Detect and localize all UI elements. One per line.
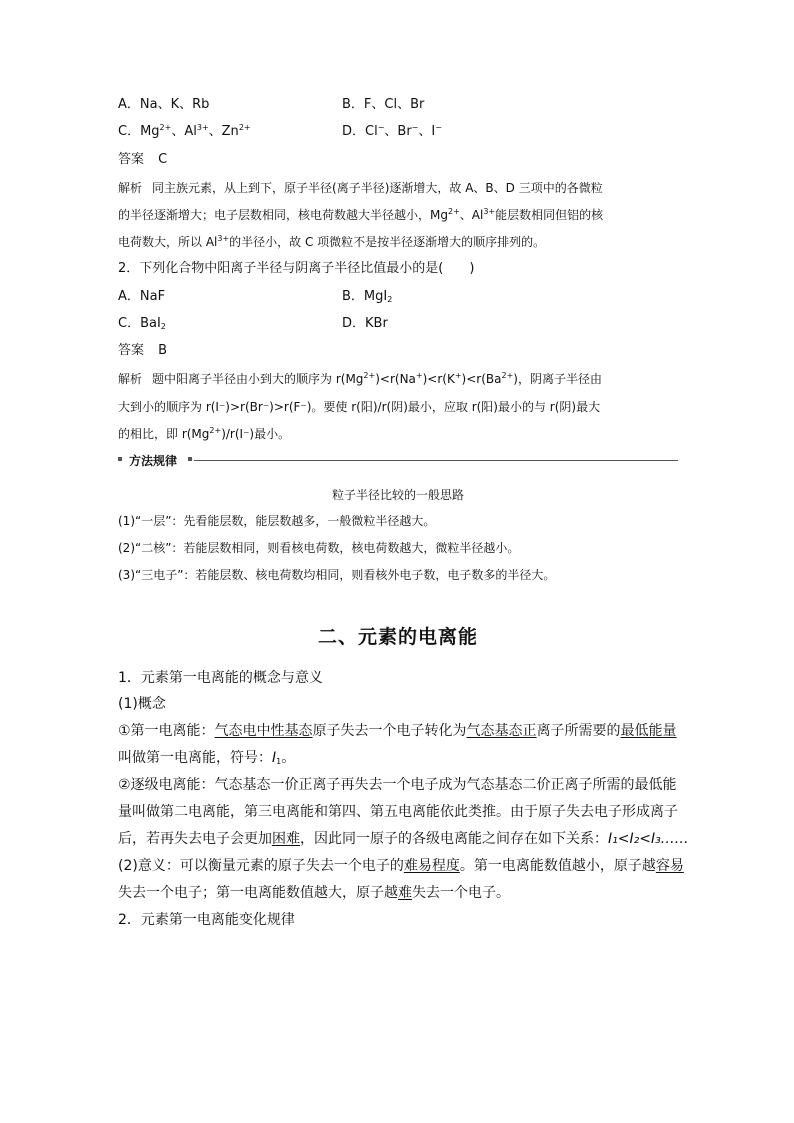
square-bullet-icon [188,457,192,461]
q2-option-a: A．NaF [118,289,166,304]
answer-label: 答案 [118,152,145,167]
q1-answer [118,151,167,169]
q2-option-row-1 [118,288,393,306]
q2-explanation-line-3: 的相比，即 $r(Mg^{2+})/r(I^-)$最小。 [118,426,291,441]
q2-answer [118,342,167,360]
answer-label: 答案 [118,343,145,358]
successive-ionization-line-3: 后，若再失去电子会更加困难，因此同一原子的各级电离能之间存在如下关系：I₁<I₂<I₃…… [118,831,689,847]
successive-ionization-line-2: 量叫做第二电离能，第三电离能和第四、第五电离能依此类推。由于原子失去电子形成离子 [118,804,678,820]
method-item-2: (2)“二核”：若能层数相同，则看核电荷数，核电荷数越大，微粒半径越小。 [118,541,520,555]
first-ionization-definition-line-1: ①第一电离能：气态电中性基态原子失去一个电子转化为气态基态正离子所需要的最低能量 [118,723,677,739]
answer-value: B [158,343,168,358]
section-subheading: (1)概念 [118,696,166,712]
method-item-3: (3)“三电子”：若能层数、核电荷数均相同，则看核外电子数，电子数多的半径大。 [118,568,556,582]
q2-stem: 2．下列化合物中阳离子半径与阴离子半径比值最小的是( ) [118,261,475,276]
q1-option-a: A．Na、K、Rb [118,97,210,112]
section-heading-2: 2．元素第一电离能变化规律 [118,912,295,928]
significance-line-2: 失去一个电子；第一电离能数值越大，原子越难失去一个电子。 [118,885,510,901]
method-header: 方法规律 [129,454,178,468]
q2-option-row-2 [118,315,388,333]
section-title: 二、元素的电离能 [317,626,478,648]
section-heading-1: 1．元素第一电离能的概念与意义 [118,670,323,686]
q2-option-d: D．KBr [342,316,388,331]
q1-explanation-line-3: 电荷数大，所以 $Al^{3+}$的半径小，故 C 项微粒不是按半径逐渐增大的顺序排列的。 [118,234,546,249]
divider [194,460,678,461]
q2-explanation-line-1: 解析 题中阳离子半径由小到大的顺序为 $r(Mg^{2+})<r(Na^+)<r(K^+)<r(Ba^{2+})$，阴离子半径由 [118,371,602,386]
first-ionization-definition-line-2: 叫做第一电离能，符号：$I_1$。 [118,750,296,766]
answer-value: C [158,152,168,167]
significance-line-1: (2)意义：可以衡量元素的原子失去一个电子的难易程度。第一电离能数值越小，原子越容易 [118,858,684,874]
explanation-label: 解析 [118,372,143,386]
method-item-1: (1)“一层”：先看能层数，能层数越多，一般微粒半径越大。 [118,514,436,528]
q1-option-c: C．$Mg^{2+}$、$Al^{3+}$、$Zn^{2+}$ [118,123,251,139]
explanation-label: 解析 [118,181,143,195]
q1-option-b: B．F、Cl、Br [342,97,425,112]
q2-explanation-line-2: 大到小的顺序为 r(I⁻)>r(Br⁻)>r(F⁻)。要使 r(阳)/r(阴)最小，应取 r(阳)最小的与 r(阴)最大 [118,400,601,414]
square-bullet-icon [118,457,122,461]
method-title: 粒子半径比较的一般思路 [331,488,464,502]
q1-explanation-line-2: 的半径逐渐增大；电子层数相同，核电荷数越大半径越小，$Mg^{2+}$、$Al^{3+}$能层数相同但铝的核 [118,207,604,222]
q1-option-row-2 [118,123,442,141]
q1-option-row-1 [118,96,425,114]
q1-option-d: D．Cl−、Br−、I− [342,123,442,139]
q2-option-c: C．BaI$_2$ [118,316,166,331]
q2-option-b: B．MgI$_2$ [342,289,393,304]
q1-explanation-line-1: 解析 同主族元素，从上到下，原子半径(离子半径)逐渐增大，故 A、B、D 三项中的各微粒 [118,181,603,195]
method-rule-bar [118,453,678,467]
successive-ionization-line-1: ②逐级电离能：气态基态一价正离子再失去一个电子成为气态基态二价正离子所需的最低能 [118,777,677,793]
